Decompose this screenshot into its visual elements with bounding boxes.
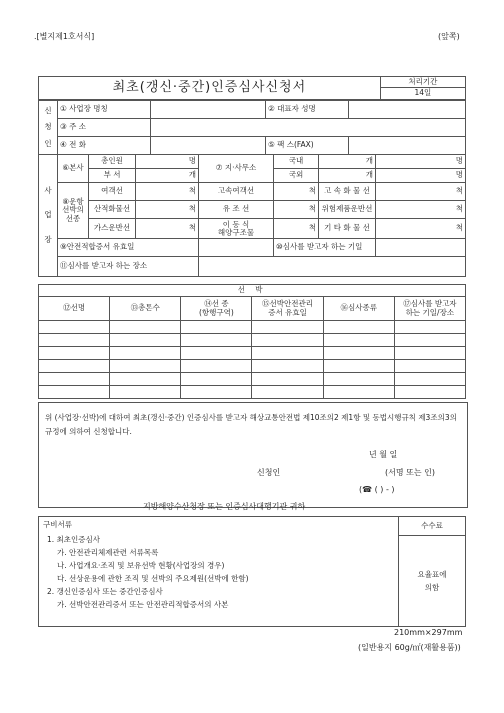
statement-box (38, 402, 468, 511)
total-staff-field[interactable]: 명 (136, 155, 199, 169)
ship-type-count[interactable]: 척 (136, 183, 199, 201)
branch-label: ⑦ 지·사무소 (199, 155, 274, 183)
safety-cert-date-field[interactable] (199, 239, 274, 257)
vessel-section-title: 선 박 (39, 285, 466, 297)
fee-value: 요율표에 의함 (417, 570, 447, 592)
vessel-cell[interactable] (181, 360, 252, 373)
vessel-header: ⑫선명 (39, 297, 110, 321)
vessel-row (39, 321, 466, 334)
doc-item: 나. 사업개요·조직 및 보유선박 현황(사업장의 경우) (57, 561, 225, 571)
processing-label: 처리기간 (380, 77, 465, 88)
vessel-cell[interactable] (39, 334, 110, 347)
overseas-label: 국외 (274, 169, 319, 183)
vessel-cell[interactable] (110, 347, 181, 360)
processing-value: 14일 (380, 88, 465, 100)
vessel-cell[interactable] (181, 321, 252, 334)
vessel-cell[interactable] (181, 334, 252, 347)
ship-type-count[interactable]: 척 (274, 183, 319, 201)
audit-date-field[interactable] (376, 239, 466, 257)
vessel-cell[interactable] (323, 321, 394, 334)
doc-item: 가. 선박안전관리증서 또는 안전관리적합증서의 사본 (57, 600, 229, 610)
vessel-cell[interactable] (323, 334, 394, 347)
representative-label: ② 대표자 성명 (266, 101, 349, 119)
vessel-cell[interactable] (323, 373, 394, 386)
ship-type-count[interactable]: 척 (274, 219, 319, 239)
ship-type-name: 고속여객선 (199, 183, 274, 201)
applicant-label: 신청인 (257, 468, 281, 477)
vessel-cell[interactable] (110, 360, 181, 373)
vessel-row (39, 373, 466, 386)
ship-type-count[interactable]: 척 (376, 201, 466, 219)
vessel-header: ⑬총톤수 (110, 297, 181, 321)
vessel-cell[interactable] (252, 334, 323, 347)
vessel-cell[interactable] (252, 373, 323, 386)
ship-type-name: 기 타 화 물 선 (319, 219, 376, 239)
ship-type-count[interactable]: 척 (376, 183, 466, 201)
vessel-cell[interactable] (394, 347, 465, 360)
ship-type-count[interactable]: 척 (136, 201, 199, 219)
paper-size: 210mm×297mm (394, 628, 463, 637)
vessel-cell[interactable] (110, 334, 181, 347)
fee-label: 수수료 (399, 517, 465, 536)
ship-type-count[interactable]: 척 (274, 201, 319, 219)
domestic-staff-field[interactable]: 명 (376, 155, 466, 169)
vessel-row (39, 347, 466, 360)
statement-text: 위 (사업장·선박)에 대하여 최초(갱신·중간) 인증심사를 받고자 해상교통안전법 제10조의2 제1항 및 동법시행규칙 제3조의3의 규정에 의하여 신청합니다. (45, 413, 457, 436)
required-docs (39, 517, 399, 627)
vessel-cell[interactable] (394, 386, 465, 399)
vessel-cell[interactable] (181, 347, 252, 360)
form-title: 최초(갱신·중간)인증심사신청서 (39, 77, 381, 100)
vessel-header: ⑮선박안전관리 증서 유효일 (252, 297, 323, 321)
vessel-cell[interactable] (394, 321, 465, 334)
vessel-cell[interactable] (110, 386, 181, 399)
vessel-cell[interactable] (39, 373, 110, 386)
vessel-cell[interactable] (394, 373, 465, 386)
vessel-cell[interactable] (252, 321, 323, 334)
ship-type-name: 산적화물선 (89, 201, 136, 219)
vessel-cell[interactable] (181, 373, 252, 386)
vessel-table (38, 284, 466, 399)
ship-type-name: 유 조 선 (199, 201, 274, 219)
dept-field[interactable]: 개 (136, 169, 199, 183)
workplace-name-field[interactable] (151, 101, 266, 119)
audit-place-field[interactable] (199, 257, 466, 277)
phone-field[interactable] (151, 137, 266, 155)
vessel-row (39, 386, 466, 399)
ship-type-name: 여객선 (89, 183, 136, 201)
workplace-name-label: ① 사업장 명칭 (58, 101, 151, 119)
form-reference: .[별지제1호서식] (34, 32, 95, 41)
vessel-cell[interactable] (39, 347, 110, 360)
ship-type-name: 고 속 화 물 선 (319, 183, 376, 201)
doc-item: 1. 최초인증심사 (47, 535, 101, 545)
ship-type-name: 이 동 식 해양구조물 (199, 219, 274, 239)
vessel-cell[interactable] (110, 321, 181, 334)
overseas-staff-field[interactable]: 명 (376, 169, 466, 183)
vessel-cell[interactable] (252, 386, 323, 399)
total-staff-label: 총인원 (89, 155, 136, 169)
date-line[interactable]: 년 월 일 (369, 450, 398, 459)
vessel-cell[interactable] (252, 360, 323, 373)
doc-item: 2. 갱신인증심사 또는 중간인증심사 (47, 587, 163, 597)
fax-field[interactable] (349, 137, 466, 155)
vessel-cell[interactable] (39, 386, 110, 399)
hq-label: ⑥본사 (58, 155, 89, 183)
phone-line[interactable]: (☎ ( ) - ) (359, 485, 395, 494)
representative-field[interactable] (349, 101, 466, 119)
page-side-label: (앞쪽) (438, 32, 460, 41)
vessel-cell[interactable] (394, 334, 465, 347)
workplace-side-label: 사 업 장 (39, 155, 58, 277)
audit-date-label: ⑩심사를 받고자 하는 기일 (274, 239, 376, 257)
paper-type: (일반용지 60g/㎡(재활용품)) (358, 643, 461, 652)
fee-cell (399, 517, 466, 627)
ship-type-count[interactable]: 척 (136, 219, 199, 239)
dept-label: 부 서 (89, 169, 136, 183)
vessel-cell[interactable] (323, 347, 394, 360)
vessel-row (39, 360, 466, 373)
vessel-cell[interactable] (181, 386, 252, 399)
vessel-header: ⑰심사를 받고자 하는 기일/장소 (394, 297, 465, 321)
vessel-header: ⑭선 종 (항행구역) (181, 297, 252, 321)
ship-type-count[interactable]: 척 (376, 219, 466, 239)
docs-title: 구비서류 (43, 520, 72, 529)
ship-type-label: ⑧운항 선박의 선종 (58, 183, 89, 239)
phone-label: ④ 전 화 (58, 137, 151, 155)
fax-label: ⑤ 팩 스(FAX) (266, 137, 349, 155)
audit-place-label: ⑪심사를 받고자 하는 장소 (58, 257, 199, 277)
ship-type-name: 가스운반선 (89, 219, 136, 239)
doc-item: 가. 안전관리체제관련 서류목록 (57, 548, 159, 558)
overseas-count-field[interactable]: 개 (319, 169, 376, 183)
signature-field[interactable]: (서명 또는 인) (385, 468, 435, 477)
vessel-header: ⑯심사종류 (323, 297, 394, 321)
vessel-row (39, 334, 466, 347)
vessel-cell[interactable] (323, 360, 394, 373)
applicant-side-label: 신 청 인 (39, 101, 58, 155)
vessel-cell[interactable] (39, 360, 110, 373)
doc-item: 다. 선상운용에 관한 조직 및 선박의 주요제원(선박에 한함) (57, 574, 249, 584)
vessel-cell[interactable] (39, 321, 110, 334)
vessel-cell[interactable] (110, 373, 181, 386)
recipient-line: 지방해양수산청장 또는 인증심사대행기관 귀하 (143, 502, 306, 511)
vessel-cell[interactable] (252, 347, 323, 360)
domestic-count-field[interactable]: 개 (319, 155, 376, 169)
domestic-label: 국내 (274, 155, 319, 169)
vessel-cell[interactable] (394, 360, 465, 373)
safety-cert-date-label: ⑨안전적합증서 유효일 (58, 239, 199, 257)
ship-type-name: 위험제품운반선 (319, 201, 376, 219)
vessel-cell[interactable] (323, 386, 394, 399)
address-label: ③ 주 소 (58, 119, 151, 137)
address-field[interactable] (151, 119, 466, 137)
